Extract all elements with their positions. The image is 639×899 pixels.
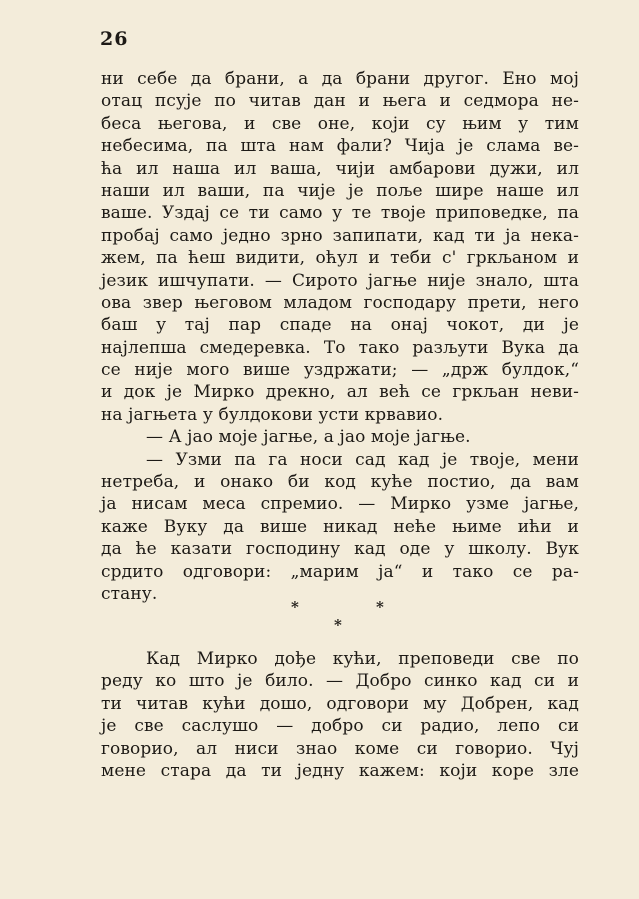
- text-section-1: [101, 68, 579, 605]
- text-line: баш у тај пар спаде на онај чокот, ди је: [101, 315, 579, 336]
- text-line: наши ил ваши, па чије је поље шире наше ил: [101, 180, 579, 201]
- text-line: ћа ил наша ил ваша, чији амбарови дужи, ил: [101, 158, 579, 179]
- text-line: се није мого више уздржати; — „држ булдок,“: [101, 360, 579, 381]
- text-line: да ће казати господину кад оде у школу. Вук: [101, 539, 579, 560]
- page-number: 26: [100, 28, 129, 50]
- text-line: језик ишчупати. — Сирото јагње није знало, шта: [101, 270, 579, 291]
- text-line: је све саслушо — добро си радио, лепо си: [101, 716, 579, 737]
- text-line: отац псује по читав дан и њега и седмора не-: [101, 91, 579, 112]
- text-line: на јагњета у булдокови усти крвавио.: [101, 404, 444, 425]
- section-separator: [0, 598, 639, 638]
- text-line: најлепша смедеревка. То тако разљути Вука да: [101, 337, 579, 358]
- asterisk: *: [291, 598, 299, 616]
- text-line: ти читав кући дошо, одговори му Добрен, кад: [101, 693, 579, 714]
- text-line: ни себе да брани, а да брани другог. Ено мој: [101, 69, 579, 89]
- text-line: каже Вуку да више никад неће њиме ићи и: [101, 516, 579, 537]
- text-line: жем, па ћеш видити, оћул и теби с' гркљаном и: [101, 248, 579, 269]
- text-line: мене стара да ти једну кажем: који коре зле: [101, 760, 579, 781]
- text-line: небесима, па шта нам фали? Чија је слама ве-: [101, 136, 579, 157]
- asterisk: *: [334, 616, 342, 634]
- text-line: беса његова, и све оне, који су њим у тим: [101, 113, 579, 134]
- dialogue-line: — Узми па га носи сад кад је твоје, мени: [146, 449, 579, 470]
- text-line: ваше. Уздај се ти само у те твоје приповедке, па: [101, 203, 579, 224]
- text-line: срдито одговори: „марим ја“ и тако се ра-: [101, 561, 579, 582]
- text-section-2: [101, 648, 579, 782]
- text-line: нетреба, и онако би код куће постио, да вам: [101, 472, 579, 493]
- text-line: реду ко што је било. — Добро синко кад си и: [101, 671, 579, 692]
- dialogue-line: — А јао моје јагње, а јао моје јагње.: [146, 427, 471, 448]
- text-line: пробај само једно зрно запипати, кад ти ја нека-: [101, 225, 579, 246]
- text-line: стану.: [101, 583, 158, 604]
- text-line: говорио, ал ниси знао коме си говорио. Чуј: [101, 738, 579, 759]
- text-line: Кад Мирко дође кући, преповеди све по: [146, 649, 579, 669]
- text-line: ова звер његовом младом господару прети, него: [101, 292, 579, 313]
- text-line: и док је Мирко дрекно, ал већ се гркљан неви-: [101, 382, 579, 403]
- text-line: ја нисам меса спремио. — Мирко узме јагње,: [101, 494, 579, 515]
- asterisk: *: [376, 598, 384, 616]
